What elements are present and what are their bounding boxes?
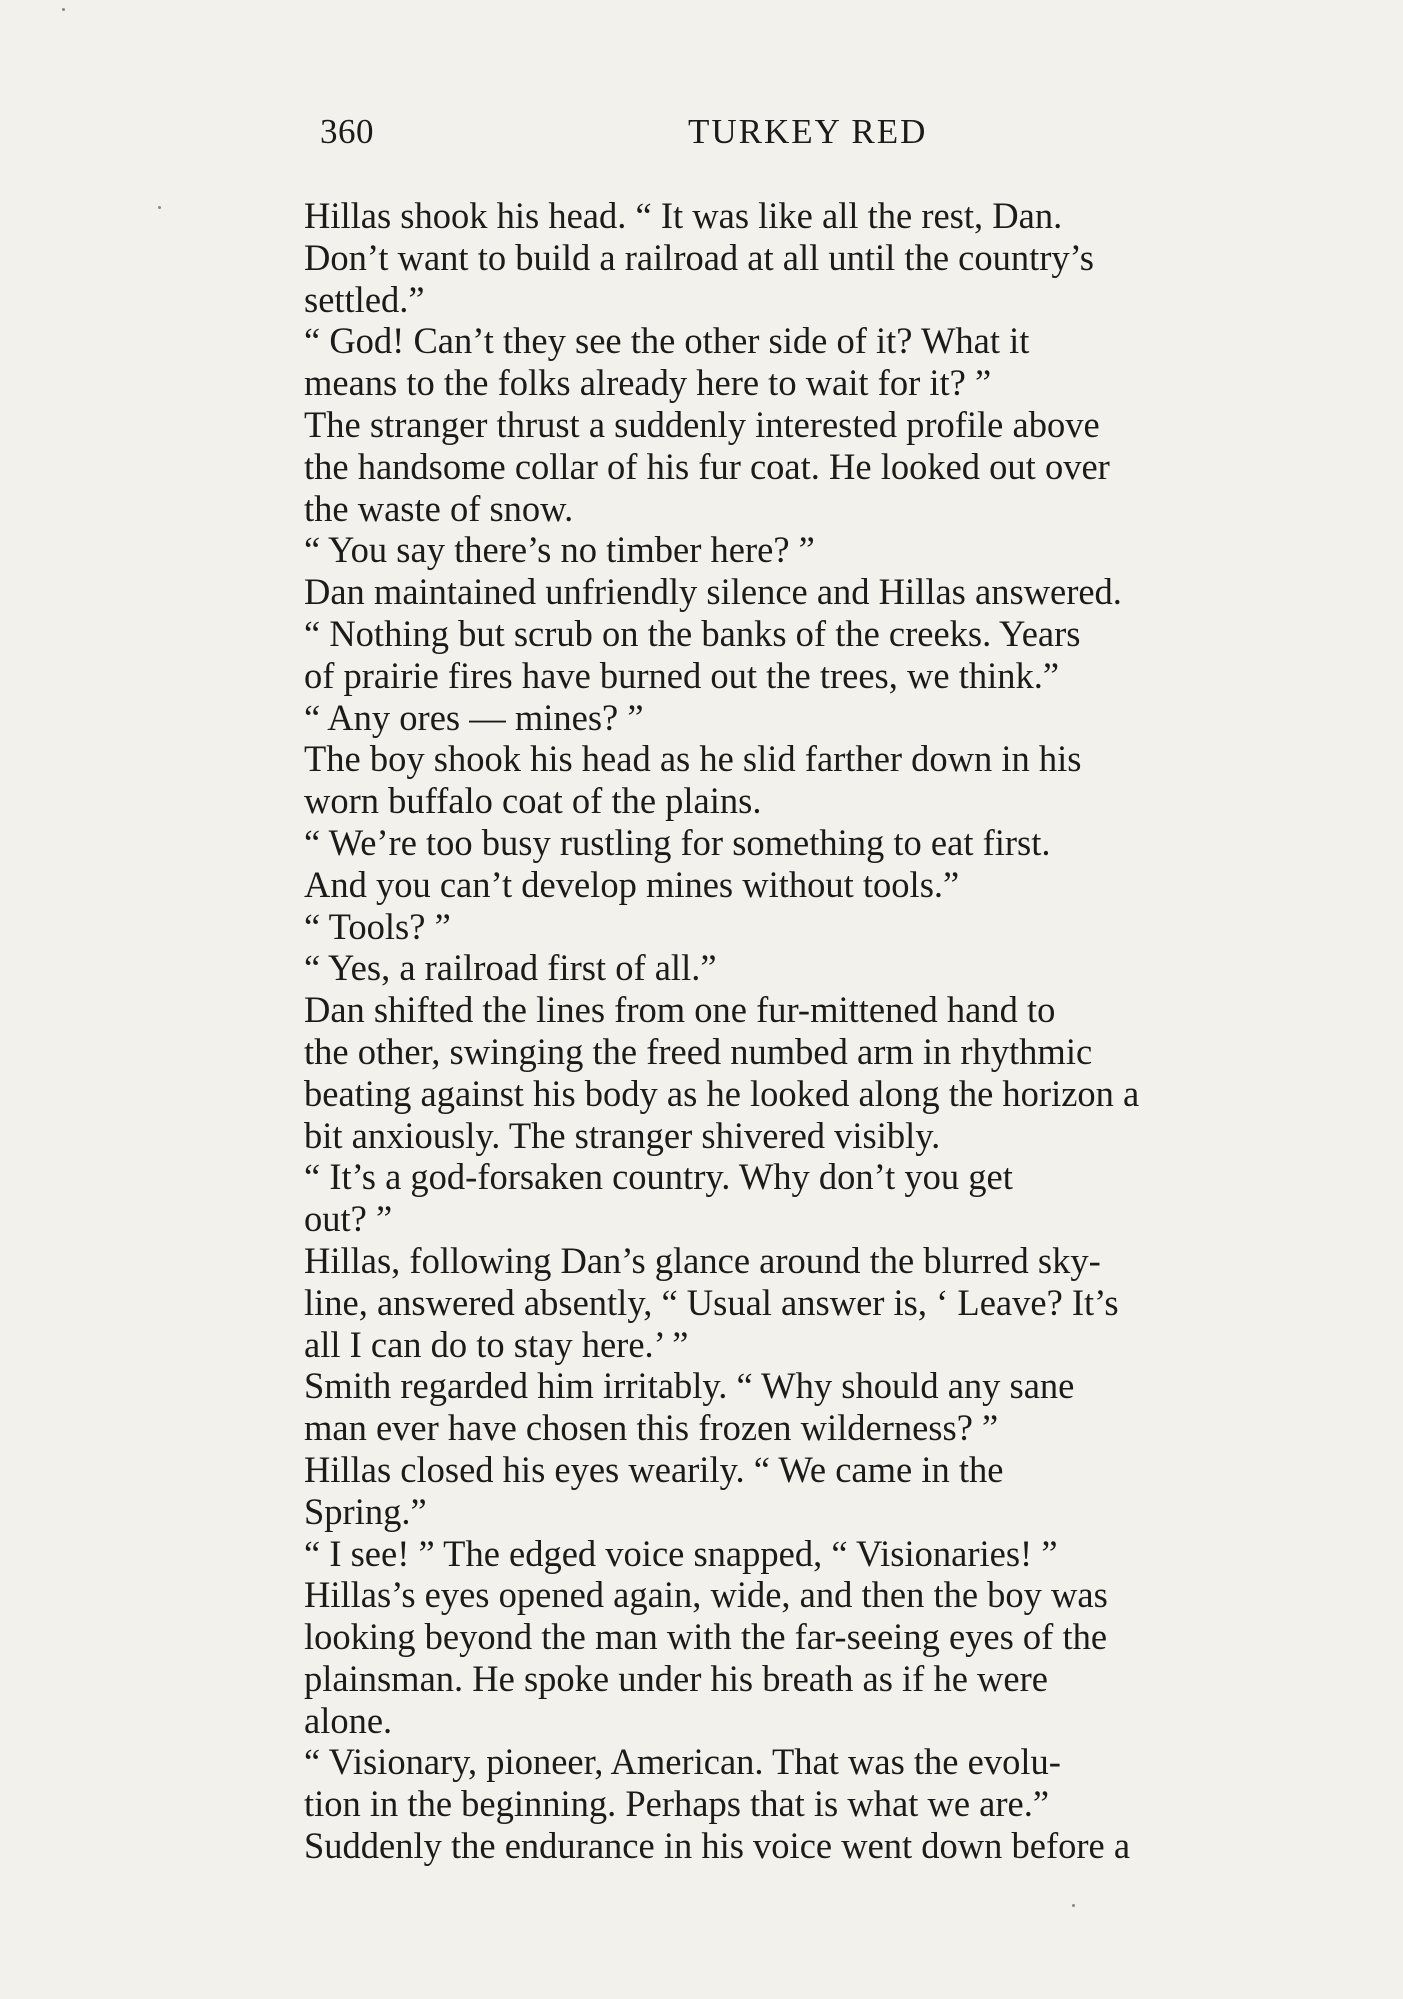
text-line: “ We’re too busy rustling for something to eat first. [304,821,1051,863]
page-number: 360 [320,112,374,151]
text-line: “ I see! ” The edged voice snapped, “ Visionaries! ” [304,1532,1058,1574]
running-head [320,112,1320,162]
text-line: plainsman. He spoke under his breath as if he were [304,1657,1048,1699]
text-line: “ Visionary, pioneer, American. That was the evolu- [304,1741,1061,1783]
text-line: Hillas’s eyes opened again, wide, and then the boy was [304,1574,1108,1616]
text-line: out? ” [304,1198,393,1240]
text-line: Hillas closed his eyes wearily. “ We came in the [304,1448,1004,1490]
text-line: the handsome collar of his fur coat. He looked out over [304,445,1110,487]
text-line: Dan maintained unfriendly silence and Hillas answered. [304,571,1122,613]
text-line: “ God! Can’t they see the other side of it? What it [304,320,1030,362]
text-line: “ Nothing but scrub on the banks of the creeks. Years [304,612,1081,654]
text-line: all I can do to stay here.’ ” [304,1323,689,1365]
text-line: Hillas shook his head. “ It was like all the rest, Dan. [304,195,1063,236]
text-line: bit anxiously. The stranger shivered visibly. [304,1114,941,1156]
text-line: settled.” [304,278,425,320]
running-title: TURKEY RED [688,112,928,151]
text-line: the waste of snow. [304,487,574,529]
text-line: The stranger thrust a suddenly interested profile above [304,403,1100,445]
text-line: alone. [304,1699,393,1741]
paper-speck [1072,1904,1075,1907]
text-line: “ It’s a god-forsaken country. Why don’t you get [304,1156,1013,1198]
text-line: looking beyond the man with the far-seeing eyes of the [304,1616,1108,1658]
text-line: man ever have chosen this frozen wilderness? ” [304,1407,999,1449]
text-line: of prairie fires have burned out the trees, we think.” [304,654,1060,696]
text-line: worn buffalo coat of the plains. [304,780,762,822]
text-line: “ Tools? ” [304,905,451,947]
text-line: line, answered absently, “ Usual answer is, ‘ Leave? It’s [304,1281,1119,1323]
text-line: “ Any ores — mines? ” [304,696,644,738]
text-line: “ Yes, a railroad first of all.” [304,947,717,989]
text-line: “ You say there’s no timber here? ” [304,529,815,571]
text-line: means to the folks already here to wait for it? ” [304,362,992,404]
text-line: Spring.” [304,1490,427,1532]
text-line: Suddenly the endurance in his voice went down before a [304,1825,1131,1867]
text-line: Hillas, following Dan’s glance around the blurred sky- [304,1239,1101,1281]
text-line: the other, swinging the freed numbed arm in rhythmic [304,1030,1093,1072]
paper-speck [158,206,161,209]
text-line: beating against his body as he looked along the horizon a [304,1072,1140,1114]
text-line: The boy shook his head as he slid farther down in his [304,738,1082,780]
text-line: Dan shifted the lines from one fur-mittened hand to [304,989,1056,1031]
body-text [304,195,1324,1867]
text-line: Smith regarded him irritably. “ Why should any sane [304,1365,1075,1407]
paper-speck [62,8,65,11]
text-line: tion in the beginning. Perhaps that is what we are.” [304,1783,1050,1825]
text-line: Don’t want to build a railroad at all until the country’s [304,236,1094,278]
text-line: And you can’t develop mines without tools.” [304,863,960,905]
